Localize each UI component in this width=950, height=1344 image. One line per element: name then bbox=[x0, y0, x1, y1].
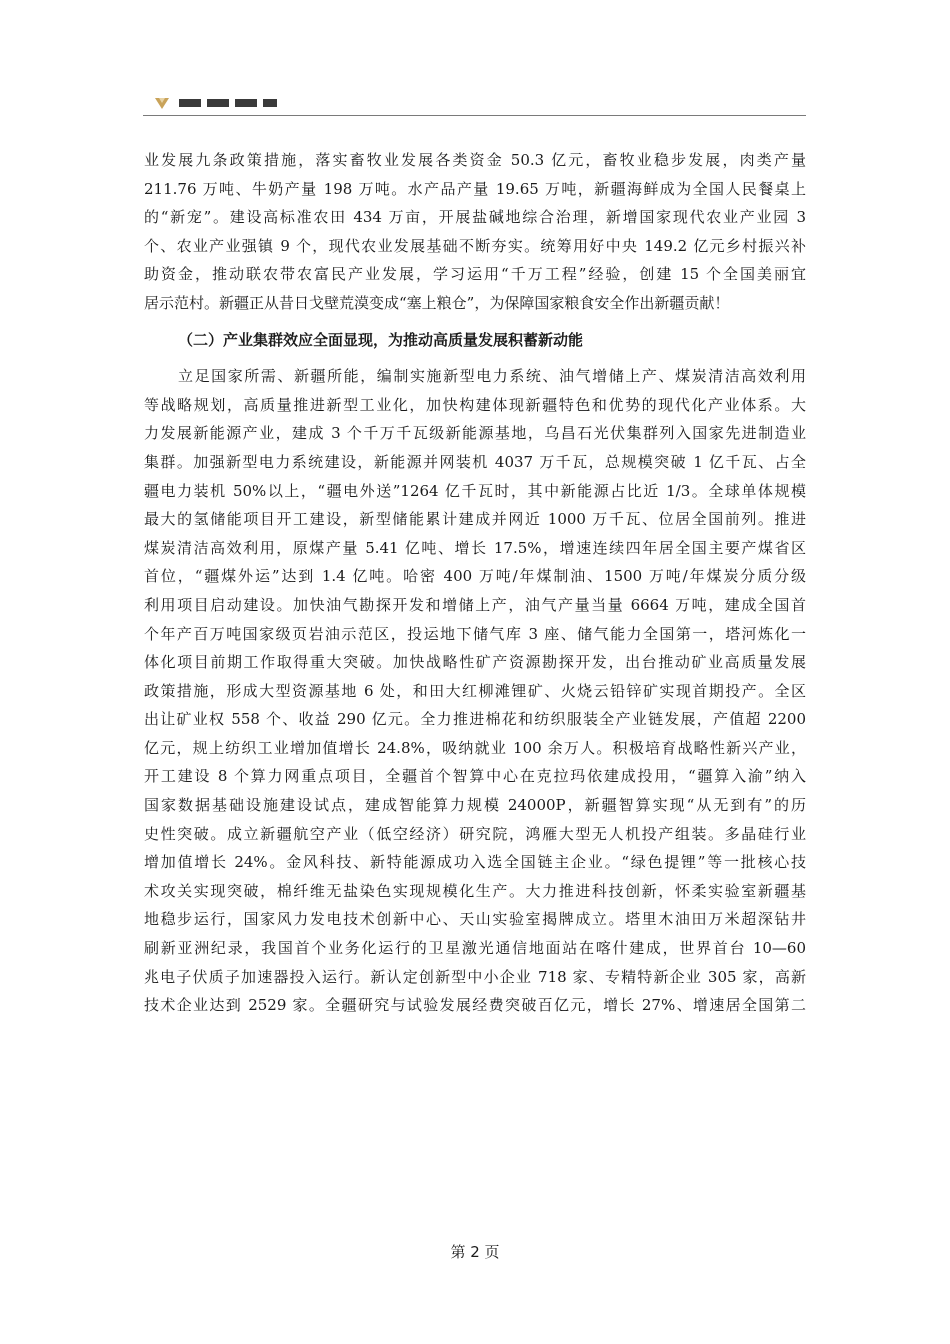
text-line: 力发展新能源产业，建成 3 个千万千瓦级新能源基地，乌昌石光伏集群列入国家先进制造业 bbox=[144, 424, 806, 443]
text-line: 体化项目前期工作取得重大突破。加快战略性矿产资源勘探开发，出台推动矿业高质量发展 bbox=[144, 653, 806, 672]
text-line: 立足国家所需、新疆所能，编制实施新型电力系统、油气增储上产、煤炭清洁高效利用 bbox=[178, 367, 806, 386]
paragraph-industry bbox=[144, 362, 806, 1020]
text-line: 刷新亚洲纪录，我国首个业务化运行的卫星激光通信地面站在喀什建成，世界首台 10—60 bbox=[144, 939, 806, 958]
text-line: 疆电力装机 50%以上，“疆电外送”1264 亿千瓦时，其中新能源占比近 1/3。全球单体规模 bbox=[144, 481, 806, 500]
text-line: 集群。加强新型电力系统建设，新能源并网装机 4037 万千瓦，总规模突破 1 亿千瓦、占全 bbox=[144, 452, 806, 471]
text-line: 地稳步运行，国家风力发电技术创新中心、天山实验室揭牌成立。塔里木油田万米超深钻井 bbox=[144, 910, 806, 929]
document-body bbox=[144, 146, 806, 1020]
text-line: 个、农业产业强镇 9 个，现代农业发展基础不断夯实。统筹用好中央 149.2 亿元乡村振兴补 bbox=[144, 236, 806, 255]
text-line: 技术企业达到 2529 家。全疆研究与试验发展经费突破百亿元，增长 27%、增速居全国第二 bbox=[144, 996, 806, 1015]
header-divider bbox=[143, 115, 806, 116]
text-line: 煤炭清洁高效利用，原煤产量 5.41 亿吨、增长 17.5%，增速连续四年居全国主要产煤省区 bbox=[144, 538, 806, 557]
text-line: 等战略规划，高质量推进新型工业化，加快构建体现新疆特色和优势的现代化产业体系。大 bbox=[144, 395, 806, 414]
text-line: 开工建设 8 个算力网重点项目，全疆首个智算中心在克拉玛依建成投用，“疆算入渝”纳入 bbox=[144, 767, 806, 786]
text-line: 利用项目启动建设。加快油气勘探开发和增储上产，油气产量当量 6664 万吨，建成全国首 bbox=[144, 595, 806, 614]
text-line: 首位，“疆煤外运”达到 1.4 亿吨。哈密 400 万吨/年煤制油、1500 万吨/年煤炭分质分级 bbox=[144, 567, 806, 586]
header-brand-mark bbox=[179, 98, 289, 108]
text-line: 增加值增长 24%。金风科技、新特能源成功入选全国链主企业。“绿色提锂”等一批核心技 bbox=[144, 853, 806, 872]
page-header bbox=[143, 88, 806, 118]
section-heading: （二）产业集群效应全面显现，为推动高质量发展积蓄新动能 bbox=[178, 330, 584, 349]
text-line: 助资金，推动联农带农富民产业发展，学习运用“千万工程”经验，创建 15 个全国美丽宜 bbox=[144, 265, 806, 284]
text-line: 兆电子伏质子加速器投入运行。新认定创新型中小企业 718 家、专精特新企业 305 家，高新 bbox=[144, 967, 806, 986]
text-line: 211.76 万吨、牛奶产量 198 万吨。水产品产量 19.65 万吨，新疆海鲜成为全国人民餐桌上 bbox=[144, 179, 806, 198]
text-line: 政策措施，形成大型资源基地 6 处，和田大红柳滩锂矿、火烧云铅锌矿实现首期投产。全区 bbox=[144, 681, 806, 700]
text-line: 亿元，规上纺织工业增加值增长 24.8%，吸纳就业 100 余万人。积极培育战略性新兴产业， bbox=[144, 738, 806, 757]
text-line: 最大的氢储能项目开工建设，新型储能累计建成并网近 1000 万千瓦、位居全国前列。推进 bbox=[144, 510, 806, 529]
text-line: 史性突破。成立新疆航空产业（低空经济）研究院，鸿雁大型无人机投产组装。多晶硅行业 bbox=[144, 824, 806, 843]
logo-icon bbox=[153, 94, 171, 112]
text-line: 的“新宠”。建设高标准农田 434 万亩，开展盐碱地综合治理，新增国家现代农业产业园 3 bbox=[144, 208, 806, 227]
text-line: 出让矿业权 558 个、收益 290 亿元。全力推进棉花和纺织服装全产业链发展，产值超 2200 bbox=[144, 710, 806, 729]
text-line: 术攻关实现突破，棉纤维无盐染色实现规模化生产。大力推进科技创新，怀柔实验室新疆基 bbox=[144, 881, 806, 900]
text-line: 业发展九条政策措施，落实畜牧业发展各类资金 50.3 亿元，畜牧业稳步发展，肉类产量 bbox=[144, 151, 806, 169]
text-line: 国家数据基础设施建设试点，建成智能算力规模 24000P，新疆智算实现“从无到有”的历 bbox=[144, 796, 806, 815]
text-line: 个年产百万吨国家级页岩油示范区，投运地下储气库 3 座、储气能力全国第一，塔河炼化一 bbox=[144, 624, 806, 643]
page-number: 第 2 页 bbox=[450, 1243, 500, 1261]
text-line: 居示范村。新疆正从昔日戈壁荒漠变成“塞上粮仓”，为保障国家粮食安全作出新疆贡献！ bbox=[144, 293, 730, 312]
paragraph-agriculture bbox=[144, 146, 806, 318]
